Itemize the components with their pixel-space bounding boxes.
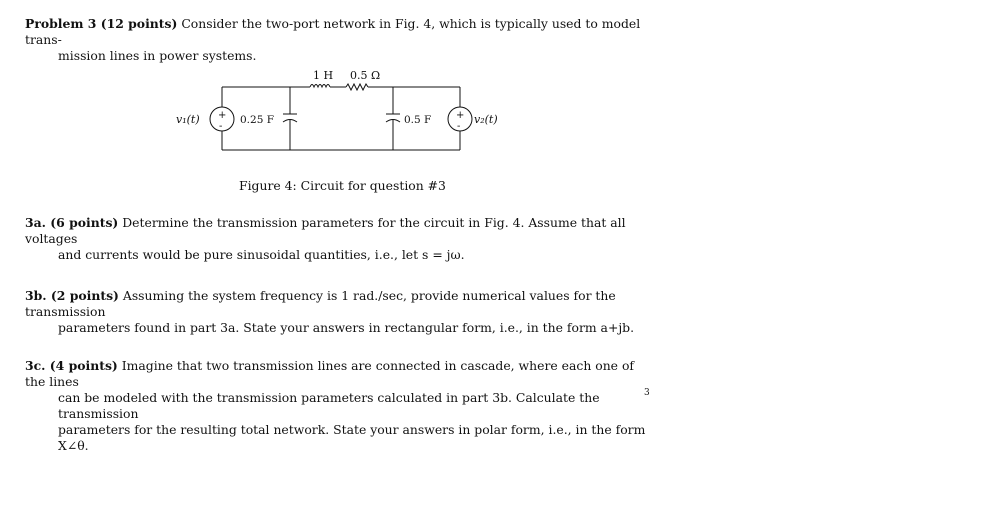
circuit-diagram bbox=[170, 62, 520, 162]
part-3a-line1: Determine the transmission parameters for the circuit in Fig. 4. Assume that all voltages bbox=[25, 215, 626, 246]
part-3b bbox=[25, 288, 655, 336]
part-3a-line2: and currents would be pure sinusoidal quantities, i.e., let s = jω. bbox=[58, 247, 465, 262]
part-3b-heading: 3b. (2 points) bbox=[25, 288, 119, 303]
source1-label: v₁(t) bbox=[176, 113, 200, 126]
source2-minus: - bbox=[457, 121, 461, 132]
part-3c bbox=[25, 358, 655, 454]
cap1-label: 0.25 F bbox=[240, 114, 275, 126]
cap2-label: 0.5 F bbox=[404, 114, 432, 126]
source1-minus: - bbox=[219, 121, 223, 132]
part-3c-line3: parameters for the resulting total network. State your answers in polar form, i.e., in the form X∠θ. bbox=[58, 422, 646, 453]
resistor-icon bbox=[346, 84, 368, 90]
part-3a bbox=[25, 215, 655, 263]
source2-plus: + bbox=[456, 110, 465, 121]
source1-plus: + bbox=[218, 110, 227, 121]
inductor-label: 1 H bbox=[313, 69, 334, 82]
source2-label: v₂(t) bbox=[474, 113, 498, 126]
figure-caption: Figure 4: Circuit for question #3 bbox=[239, 178, 446, 193]
part-3a-heading: 3a. (6 points) bbox=[25, 215, 119, 230]
problem-statement bbox=[25, 16, 655, 64]
part-3b-line1: Assuming the system frequency is 1 rad./sec, provide numerical values for the transmission bbox=[25, 288, 616, 319]
part-3c-heading: 3c. (4 points) bbox=[25, 358, 118, 373]
problem-text-line1: Consider the two-port network in Fig. 4, which is typically used to model trans- bbox=[25, 16, 641, 47]
resistor-label: 0.5 Ω bbox=[350, 69, 381, 82]
inductor-icon bbox=[310, 85, 330, 88]
part-3c-line1: Imagine that two transmission lines are connected in cascade, where each one of the lines bbox=[25, 358, 634, 389]
page-number: 3 bbox=[644, 388, 650, 398]
part-3b-line2: parameters found in part 3a. State your answers in rectangular form, i.e., in the form a+jb. bbox=[58, 320, 635, 335]
part-3c-line2: can be modeled with the transmission parameters calculated in part 3b. Calculate the transmission bbox=[58, 390, 600, 421]
problem-text-line2: mission lines in power systems. bbox=[58, 48, 257, 63]
problem-heading: Problem 3 (12 points) bbox=[25, 16, 178, 31]
